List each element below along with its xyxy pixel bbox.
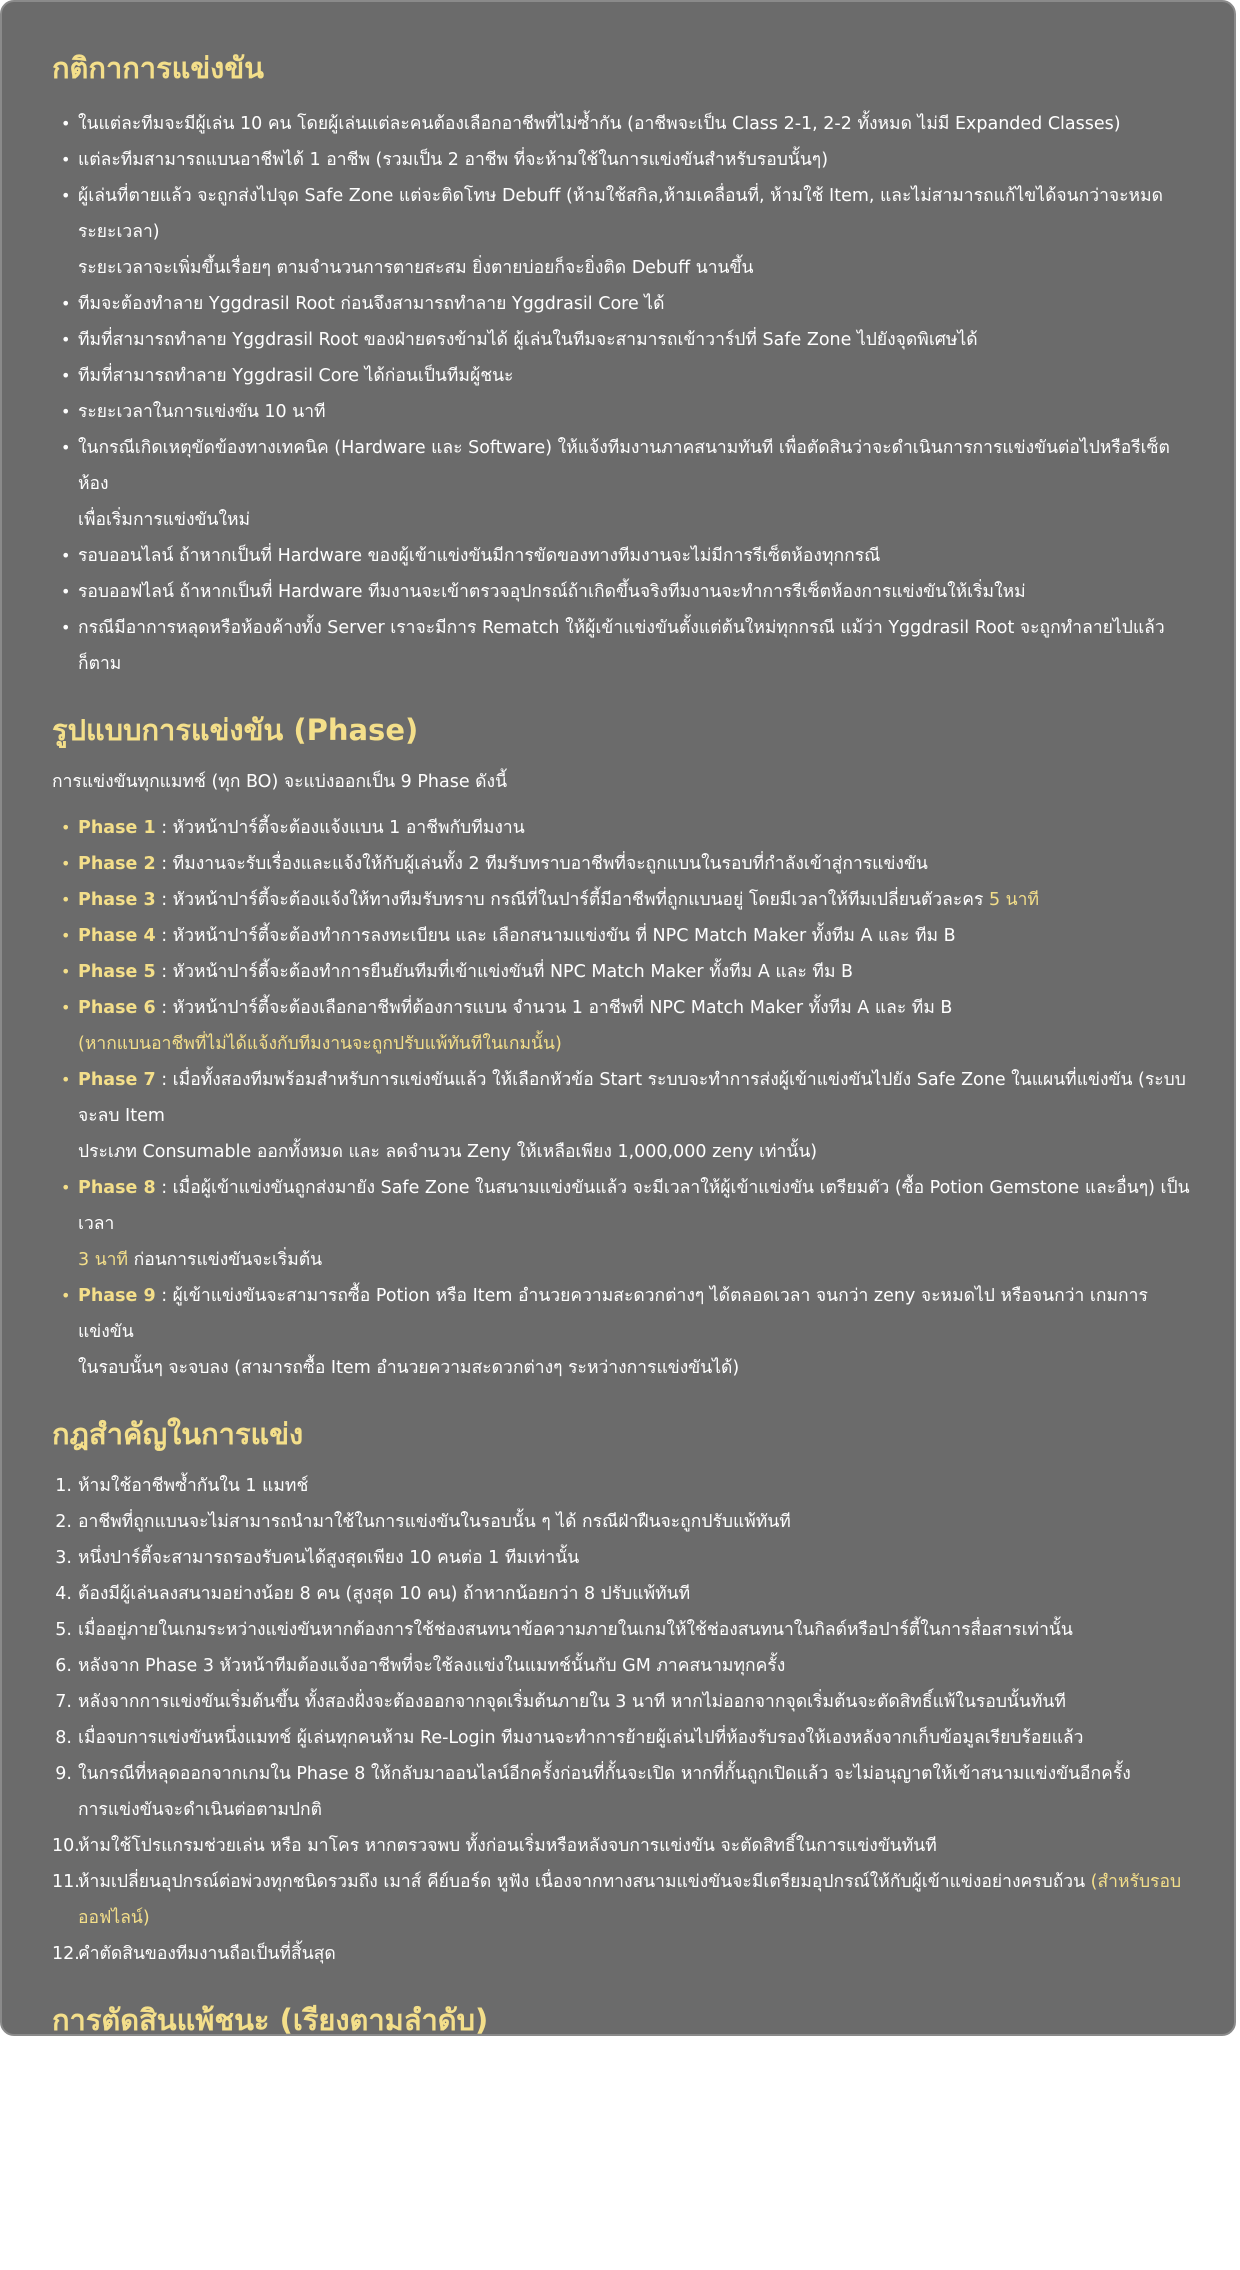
item-highlight: (สำหรับรอบออฟไลน์): [78, 1872, 1182, 1928]
phase-label: Phase 2: [78, 854, 156, 874]
phase-text: : หัวหน้าปาร์ตี้จะต้องทำการลงทะเบียน และ เลือกสนามแข่งขัน ที่ NPC Match Maker ทั้งทีม A และ ทีม B: [155, 926, 956, 946]
phase-text: : หัวหน้าปาร์ตี้จะต้องทำการยืนยันทีมที่เข้าแข่งขันที่ NPC Match Maker ทั้งทีม A และ ทีม B: [155, 962, 854, 982]
list-item: • กรณีมีอาการหลุดหรือห้องค้างทั้ง Server เราจะมีการ Rematch ให้ผู้เข้าแข่งขันตั้งแต่ต้นใหม่ทุกกรณี แม้ว่า Yggdrasil Root จะถูกทำลายไปแล้วก็ตาม: [52, 610, 1190, 682]
item-text-continued: การแข่งขันจะดำเนินต่อตามปกติ: [78, 1800, 322, 1820]
list-item: [52, 1612, 1190, 1648]
item-text: ห้ามใช้โปรแกรมช่วยเล่น หรือ มาโคร หากตรวจพบ ทั้งก่อนเริ่มหรือหลังจบการแข่งขัน จะตัดสิทธิ์ในการแข่งขันทันที: [78, 1836, 937, 1856]
item-number: 5.: [55, 1620, 72, 1640]
phase-text-continued: ประเภท Consumable ออกทั้งหมด และ ลดจำนวน Zeny ให้เหลือเพียง 1,000,000 zeny เท่านั้น): [78, 1142, 818, 1162]
list-item: [52, 1170, 1190, 1278]
list-item: [52, 1720, 1190, 1756]
verdict-title: การตัดสินแพ้ชนะ (เรียงตามลำดับ): [52, 2003, 489, 2037]
item-text: ในกรณีที่คะแนนการกำจัดผู้เล่นรวมเท่ากัน จะดูเลือด Yggdrasil Root เหลือมากที่สุดจะเป็นผู้ชนะใน BO นั้นๆ: [78, 2170, 894, 2190]
list-item: [52, 178, 1190, 286]
list-item: [52, 1540, 1190, 1576]
verdict-list: [52, 2054, 1190, 2270]
list-item: [52, 990, 1190, 1062]
item-text: เมื่อจบการแข่งขันหนึ่งแมทช์ ผู้เล่นทุกคนห้าม Re-Login ทีมงานจะทำการย้ายผู้เล่นไปที่ห้องรับรองให้เองหลังจากเก็บข้อมูลเรียบร้อยแล้ว: [78, 1728, 1084, 1748]
list-item: [52, 1756, 1190, 1828]
list-item: [52, 954, 1190, 990]
list-item: [52, 846, 1190, 882]
phase-text: : หัวหน้าปาร์ตี้จะต้องแจ้งให้ทางทีมรับทราบ กรณีที่ในปาร์ตี้มีอาชีพที่ถูกแบนอยู่ โดยมีเวลาให้ทีมเปลี่ยนตัวละคร: [155, 890, 989, 910]
list-item: [52, 1936, 1190, 1972]
phase-text-continued: ก่อนการแข่งขันจะเริ่มต้น: [128, 1250, 323, 1270]
list-item: [52, 2162, 1190, 2198]
list-item: [52, 1504, 1190, 1540]
list-item: [52, 1468, 1190, 1504]
rule-text: ในกรณีเกิดเหตุขัดข้องทางเทคนิค (Hardware และ Software) ให้แจ้งทีมงานภาคสนามทันที เพื่อตัดสินว่าจะดำเนินการการแข่งขันต่อไปหรือรีเซ็ตห้อง: [78, 438, 1170, 494]
phase-highlight: (หากแบนอาชีพที่ไม่ได้แจ้งกับทีมงานจะถูกปรับแพ้ทันทีในเกมนั้น): [78, 1034, 562, 1054]
phase-label: Phase 5: [78, 962, 156, 982]
list-item: [52, 2054, 1190, 2090]
list-item: [52, 1684, 1190, 1720]
rule-text-continued: ระยะเวลาจะเพิ่มขึ้นเรื่อยๆ ตามจำนวนการตายสะสม ยิ่งตายบ่อยก็จะยิ่งติด Debuff นานขึ้น: [78, 258, 754, 278]
phases-title: รูปแบบการแข่งขัน (Phase): [52, 713, 419, 747]
list-item: • ทีมที่สามารถทำลาย Yggdrasil Root ของฝ่ายตรงข้ามได้ ผู้เล่นในทีมจะสามารถเข้าวาร์ปที่ Safe Zone ไปยังจุดพิเศษได้: [52, 322, 1190, 358]
list-item: • รอบออนไลน์ ถ้าหากเป็นที่ Hardware ของผู้เข้าแข่งขันมีการขัดของทางทีมงานจะไม่มีการรีเซ็ตห้องทุกกรณี: [52, 538, 1190, 574]
key-rules-section: [52, 1414, 1190, 1972]
item-text: ต้องมีผู้เล่นลงสนามอย่างน้อย 8 คน (สูงสุด 10 คน) ถ้าหากน้อยกว่า 8 ปรับแพ้ทันที: [78, 1584, 691, 1604]
key-rules-list: [52, 1468, 1190, 1972]
item-text: หลังจาก Phase 3 หัวหน้าทีมต้องแจ้งอาชีพที่จะใช้ลงแข่งในแมทช์นั้นกับ GM ภาคสนามทุกครั้ง: [78, 1656, 786, 1676]
phase-label: Phase 9: [78, 1286, 156, 1306]
item-number: 2.: [55, 1512, 72, 1532]
item-text: ห้ามใช้อาชีพซ้ำกันใน 1 แมทช์: [78, 1476, 309, 1496]
phases-intro: การแข่งขันทุกแมทช์ (ทุก BO) จะแบ่งออกเป็น 9 Phase ดังนี้: [52, 772, 508, 792]
list-item: [52, 2198, 1190, 2270]
key-rules-title: กฎสำคัญในการแข่ง: [52, 1417, 304, 1451]
list-item: [52, 810, 1190, 846]
phase-text-continued: ในรอบนั้นๆ จะจบลง (สามารถซื้อ Item อำนวยความสะดวกต่างๆ ระหว่างการแข่งขันได้): [78, 1358, 740, 1378]
rules-section: [52, 48, 1190, 682]
item-number: 12.: [52, 1944, 80, 1964]
rules-title: กติกาการแข่งขัน: [52, 51, 264, 85]
rules-list: [52, 106, 1190, 682]
item-number: 4.: [55, 1584, 72, 1604]
phase-text: : หัวหน้าปาร์ตี้จะต้องเลือกอาชีพที่ต้องการแบน จำนวน 1 อาชีพที่ NPC Match Maker ทั้งทีม A และ ทีม B: [155, 998, 953, 1018]
phase-text: : ผู้เข้าแข่งขันจะสามารถซื้อ Potion หรือ Item อำนวยความสะดวกต่างๆ ได้ตลอดเวลา จนกว่า zeny จะหมดไป หรือจนกว่า เกมการแข่งขัน: [78, 1286, 1148, 1342]
item-number: 8.: [55, 1728, 72, 1748]
phase-label: Phase 8: [78, 1178, 156, 1198]
list-item: [52, 882, 1190, 918]
list-item: [52, 1576, 1190, 1612]
item-number: 1.: [55, 2062, 72, 2082]
item-number: 3.: [55, 2170, 72, 2190]
phase-text: : หัวหน้าปาร์ตี้จะต้องแจ้งแบน 1 อาชีพกับทีมงาน: [155, 818, 525, 838]
list-item: • ทีมจะต้องทำลาย Yggdrasil Root ก่อนจึงสามารถทำลาย Yggdrasil Core ได้: [52, 286, 1190, 322]
phase-highlight: 3 นาที: [78, 1250, 129, 1270]
item-text: อาชีพที่ถูกแบนจะไม่สามารถนำมาใช้ในการแข่งขันในรอบนั้น ๆ ได้ กรณีฝ่าฝืนจะถูกปรับแพ้ทันที: [78, 1512, 791, 1532]
list-item: • รอบออฟไลน์ ถ้าหากเป็นที่ Hardware ทีมงานจะเข้าตรวจอุปกรณ์ถ้าเกิดขึ้นจริงทีมงานจะทำการรีเซ็ตห้องการแข่งขันให้เริ่มใหม่: [52, 574, 1190, 610]
item-number: 1.: [55, 1476, 72, 1496]
list-item: [52, 1648, 1190, 1684]
list-item: [52, 1864, 1190, 1936]
rule-text-continued: เพื่อเริ่มการแข่งขันใหม่: [78, 510, 251, 530]
phase-highlight: 5 นาที: [988, 890, 1039, 910]
item-text: เมื่ออยู่ภายในเกมระหว่างแข่งขันหากต้องการใช้ช่องสนทนาข้อความภายในเกมให้ใช้ช่องสนทนาในกิลด์หรือปาร์ตี้ในการสื่อสารเท่านั้น: [78, 1620, 1073, 1640]
item-number: 10.: [52, 1836, 80, 1856]
list-item: [52, 2090, 1190, 2162]
list-item: • ระยะเวลาในการแข่งขัน 10 นาที: [52, 394, 1190, 430]
item-text: หากภายใน 10 นาทียังไม่สามารถทำลายป้อม Yggdrasil Core อีกฝ่ายได้ จะนับจำนวนกำจัดรวมของแต่ละทีม และคะแนนจากป้อม Yggdrasil Root: [78, 2098, 1186, 2118]
item-text-continued: ทีมใดรวมคะแนนได้มากกว่า จะเป็นผู้ชนะ: [78, 2134, 389, 2154]
item-number: 3.: [55, 1548, 72, 1568]
rule-text: ผู้เล่นที่ตายแล้ว จะถูกส่งไปจุด Safe Zone แต่จะติดโทษ Debuff (ห้ามใช้สกิล,ห้ามเคลื่อนที่, ห้ามใช้ Item, และไม่สามารถแก้ไขได้จนกว่าจะหมดระยะเวลา): [78, 186, 1163, 242]
phase-text: : เมื่อทั้งสองทีมพร้อมสำหรับการแข่งขันแล้ว ให้เลือกหัวข้อ Start ระบบจะทำการส่งผู้เข้าแข่งขันไปยัง Safe Zone ในแผนที่แข่งขัน (ระบบจะลบ Item: [78, 1070, 1186, 1126]
item-text: ห้ามเปลี่ยนอุปกรณ์ต่อพ่วงทุกชนิดรวมถึง เมาส์ คีย์บอร์ด หูฟัง เนื่องจากทางสนามแข่งขันจะมีเตรียมอุปกรณ์ให้กับผู้เข้าแข่งอย่างครบถ้วน: [78, 1872, 1091, 1892]
list-item: [52, 430, 1190, 538]
item-text: คำตัดสินของทีมงานถือเป็นที่สิ้นสุด: [78, 1944, 336, 1964]
item-number: 9.: [55, 1764, 72, 1784]
phase-text: : ทีมงานจะรับเรื่องและแจ้งให้กับผู้เล่นทั้ง 2 ทีมรับทราบอาชีพที่จะถูกแบนในรอบที่กำลังเข้าสู่การแข่งขัน: [155, 854, 928, 874]
item-text: ในกรณีที่หลุดออกจากเกมใน Phase 8 ให้กลับมาออนไลน์อีกครั้งก่อนที่กั้นจะเปิด หากที่กั้นถูกเปิดแล้ว จะไม่อนุญาตให้เข้าสนามแข่งขันอีกครั้ง: [78, 1764, 1131, 1784]
list-item: [52, 1828, 1190, 1864]
list-item: • ในแต่ละทีมจะมีผู้เล่น 10 คน โดยผู้เล่นแต่ละคนต้องเลือกอาชีพที่ไม่ซ้ำกัน (อาชีพจะเป็น Class 2-1, 2-2 ทั้งหมด ไม่มี Expanded Classes): [52, 106, 1190, 142]
item-number: 7.: [55, 1692, 72, 1712]
phase-label: Phase 6: [78, 998, 156, 1018]
item-text: หลังจากการแข่งขันเริ่มต้นขึ้น ทั้งสองฝั่งจะต้องออกจากจุดเริ่มต้นภายใน 3 นาที หากไม่ออกจากจุดเริ่มต้นจะตัดสิทธิ์แพ้ในรอบนั้นทันที: [78, 1692, 1066, 1712]
phase-label: Phase 7: [78, 1070, 156, 1090]
list-item: • แต่ละทีมสามารถแบนอาชีพได้ 1 อาชีพ (รวมเป็น 2 อาชีพ ที่จะห้ามใช้ในการแข่งขันสำหรับรอบนั้นๆ): [52, 142, 1190, 178]
item-number: 4.: [55, 2206, 72, 2226]
item-number: 6.: [55, 1656, 72, 1676]
item-text: ในกรณีที่คะแนนการกำจัดผู้เล่นและคะแนนจากป้อม Yggdrasil Root รวมแล้วเท่ากันให้ดูเลือด Yggdrasil Core เหลือมากที่สุดจะเป็นผู้ชนะใน BO นั้นๆ: [78, 2206, 1171, 2262]
phase-label: Phase 1: [78, 818, 156, 838]
list-item: [52, 918, 1190, 954]
phase-label: Phase 3: [78, 890, 156, 910]
phases-list: [52, 810, 1190, 1386]
phase-text: : เมื่อผู้เข้าแข่งขันถูกส่งมายัง Safe Zone ในสนามแข่งขันแล้ว จะมีเวลาให้ผู้เข้าแข่งขัน เตรียมตัว (ซื้อ Potion Gemstone และอื่นๆ) เป็นเวลา: [78, 1178, 1190, 1234]
item-number: 11.: [52, 1872, 80, 1892]
item-text: หนึ่งปาร์ตี้จะสามารถรองรับคนได้สูงสุดเพียง 10 คนต่อ 1 ทีมเท่านั้น: [78, 1548, 580, 1568]
item-text: ภายใน 10 นาที ทีมที่ทำลายป้อม Yggdrasil Core ของทีมฝ่ายตรงข้ามได้ก่อนจะเป็นผู้ชนะ: [78, 2062, 753, 2082]
item-number: 2.: [55, 2098, 72, 2118]
phases-section: [52, 710, 1190, 1386]
list-item: [52, 1278, 1190, 1386]
list-item: • ทีมที่สามารถทำลาย Yggdrasil Core ได้ก่อนเป็นทีมผู้ชนะ: [52, 358, 1190, 394]
list-item: [52, 1062, 1190, 1170]
phase-label: Phase 4: [78, 926, 156, 946]
verdict-section: [52, 2000, 1190, 2270]
